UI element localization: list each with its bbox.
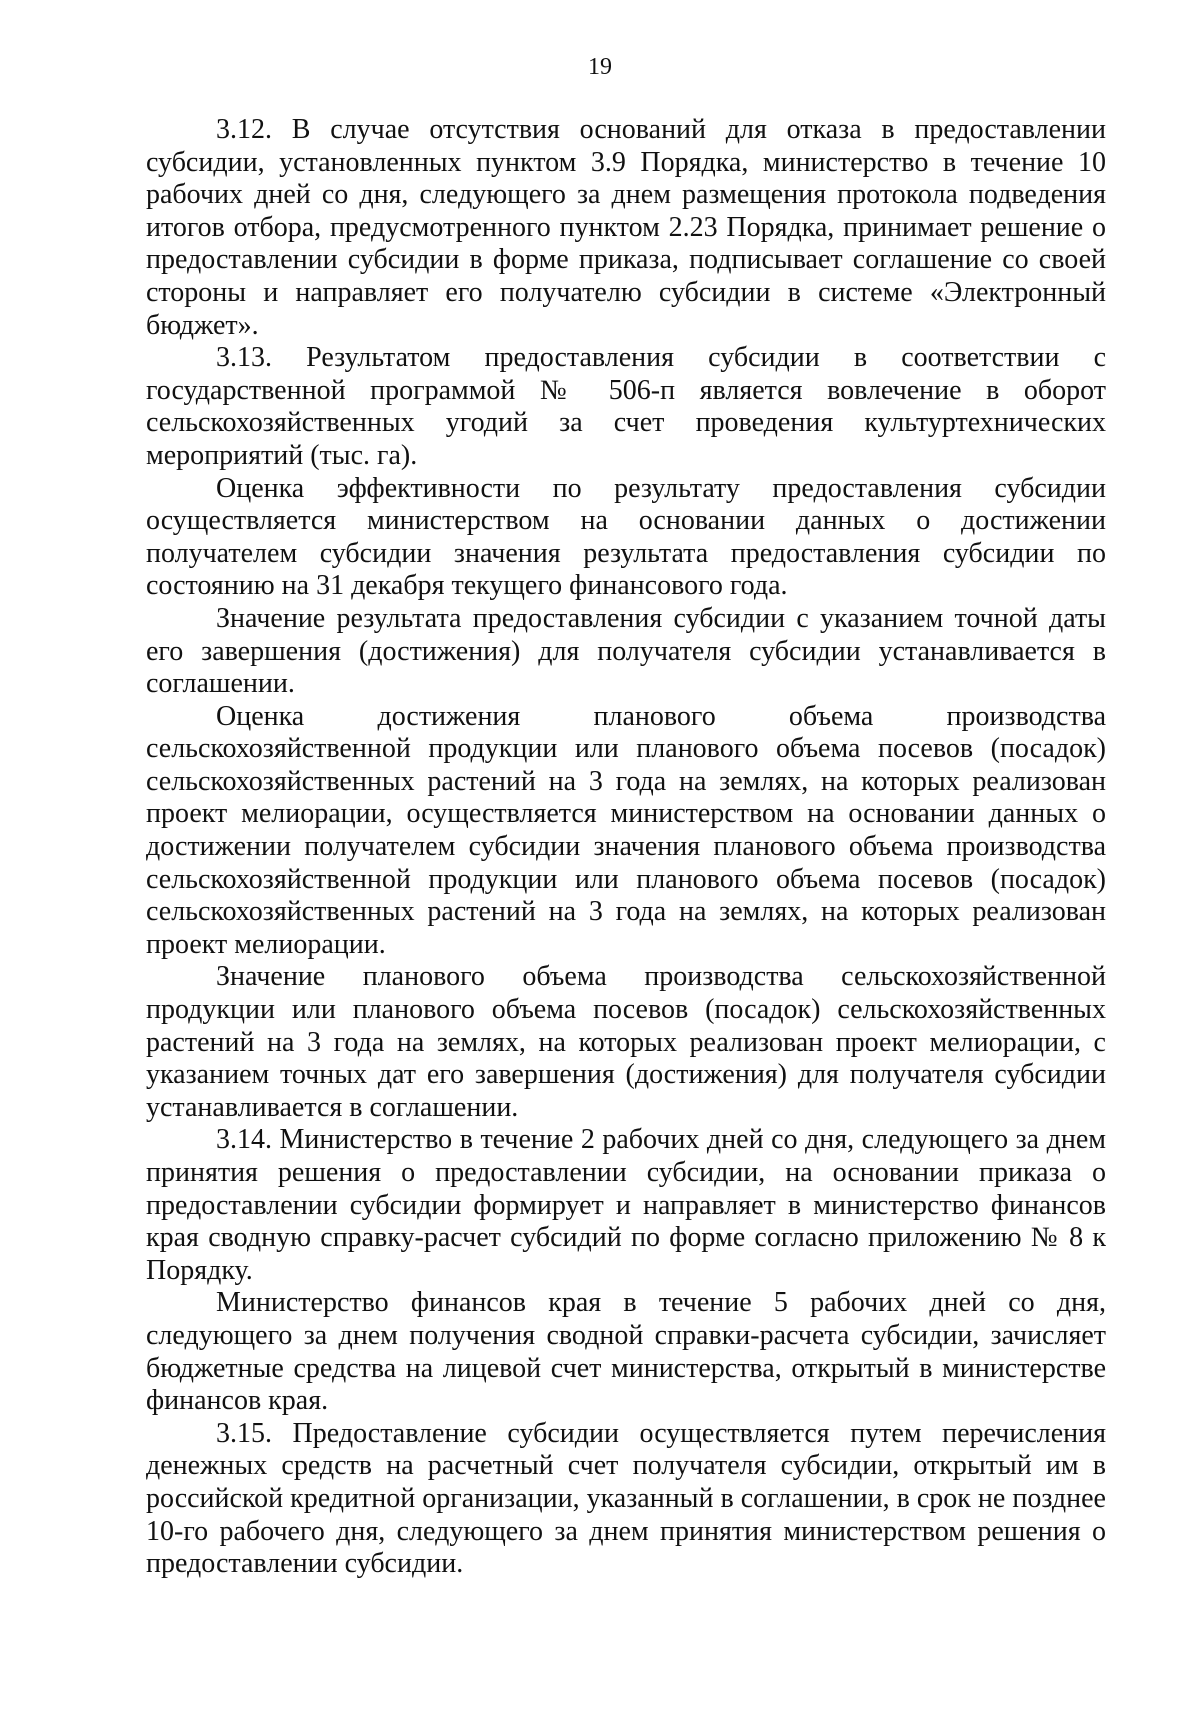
paragraph-production-value: Значение планового объема производства сельскохозяйственной продукции или планового объема посевов (посадок) сельскохозяйственных растений на 3 года на землях, на которых реализован проект мелиорации, с указанием точных дат его завершения (достижения) для получателя субсидии устанавливается в соглашении. bbox=[146, 961, 1106, 1123]
paragraph-3-13: 3.13. Результатом предоставления субсидии в соответствии с государственной программой № 506-п является вовлечение в оборот сельскохозяйственных угодий за счет проведения культуртехнических мероприятий (тыс. га). bbox=[146, 342, 1106, 471]
paragraph-evaluation: Оценка эффективности по результату предоставления субсидии осуществляется министерством на основании данных о достижении получателем субсидии значения результата предоставления субсидии по состоянию на 31 декабря текущего финансового года. bbox=[146, 472, 1106, 602]
paragraph-3-12: 3.12. В случае отсутствия оснований для отказа в предоставлении субсидии, установленных пунктом 3.9 Порядка, министерство в течение 10 рабочих дней со дня, следующего за днем размещения протокола подведения итогов отбора, предусмотренного пунктом 2.23 Порядка, принимает решение о предоставлении субсидии в форме приказа, подписывает соглашение со своей стороны и направляет его получателю субсидии в системе «Электронный бюджет». bbox=[146, 114, 1106, 341]
paragraph-3-15: 3.15. Предоставление субсидии осуществляется путем перечисления денежных средств на расчетный счет получателя субсидии, открытый им в российской кредитной организации, указанный в соглашении, в срок не позднее 10-го рабочего дня, следующего за днем принятия министерством решения о предоставлении субсидии. bbox=[146, 1417, 1106, 1580]
document-body bbox=[146, 114, 1106, 1581]
paragraph-result-value: Значение результата предоставления субсидии с указанием точной даты его завершения (достижения) для получателя субсидии устанавливается в соглашении. bbox=[146, 602, 1106, 700]
paragraph-3-14: 3.14. Министерство в течение 2 рабочих дней со дня, следующего за днем принятия решения о предоставлении субсидии, на основании приказа о предоставлении субсидии формирует и направляет в министерство финансов края сводную справку-расчет субсидий по форме согласно приложению № 8 к Порядку. bbox=[146, 1124, 1106, 1286]
paragraph-production-evaluation: Оценка достижения планового объема производства сельскохозяйственной продукции или планового объема посевов (посадок) сельскохозяйственных растений на 3 года на землях, на которых реализован проект мелиорации, осуществляется министерством на основании данных о достижении получателем субсидии значения планового объема производства сельскохозяйственной продукции или планового объема посевов (посадок) сельскохозяйственных растений на 3 года на землях, на которых реализован проект мелиорации. bbox=[146, 700, 1106, 960]
page-number: 19 bbox=[588, 54, 612, 80]
paragraph-finance-ministry: Министерство финансов края в течение 5 рабочих дней со дня, следующего за днем получения сводной справки-расчета субсидии, зачисляет бюджетные средства на лицевой счет министерства, открытый в министерстве финансов края. bbox=[146, 1287, 1106, 1417]
